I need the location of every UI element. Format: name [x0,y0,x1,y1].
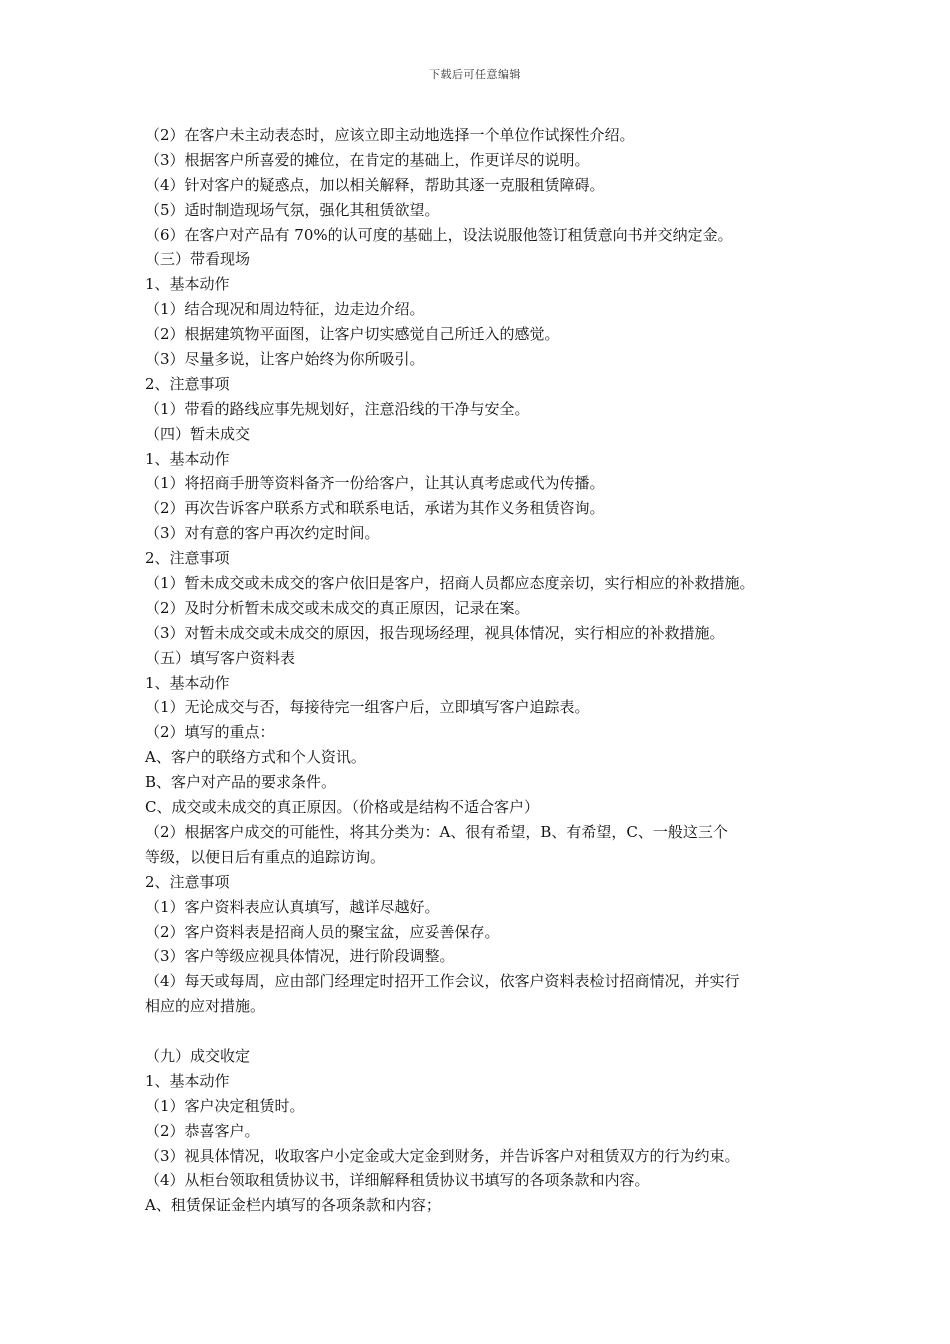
text-line: （3）视具体情况，收取客户小定金或大定金到财务，并告诉客户对租赁双方的行为约束。 [145,1146,740,1165]
text-line: （4）从柜台领取租赁协议书，详细解释租赁协议书填写的各项条款和内容。 [145,1171,650,1190]
text-line: （1）带看的路线应事先规划好，注意沿线的干净与安全。 [145,399,530,418]
subsection-heading: 2、注意事项 [145,872,230,891]
section-heading: （五）填写客户资料表 [145,648,296,667]
blank-line [145,1019,825,1044]
section-heading: （九）成交收定 [145,1046,251,1065]
subsection-heading: 1、基本动作 [145,1071,230,1090]
text-line: A、客户的联络方式和个人资讯。 [145,748,366,767]
text-line: A、租赁保证金栏内填写的各项条款和内容； [145,1196,441,1215]
text-line: （2）根据建筑物平面图，让客户切实感觉自己所迁入的感觉。 [145,325,560,344]
text-line: 等级，以便日后有重点的追踪访询。 [145,847,386,866]
subsection-heading: 1、基本动作 [145,275,230,294]
text-line: （4）每天或每周，应由部门经理定时招开工作会议，依客户资料表检讨招商情况，并实行 [145,972,740,991]
subsection-heading: 2、注意事项 [145,549,230,568]
subsection-heading: 2、注意事项 [145,374,230,393]
text-line: （3）尽量多说，让客户始终为你所吸引。 [145,350,425,369]
text-line: （3）对有意的客户再次约定时间。 [145,524,380,543]
section-heading: （三）带看现场 [145,250,251,269]
text-line: （2）在客户未主动表态时，应该立即主动地选择一个单位作试探性介绍。 [145,126,635,144]
text-line: （1）客户决定租赁时。 [145,1096,305,1115]
page-header: 下载后可任意编辑 [429,68,521,81]
text-line: （2）及时分析暂未成交或未成交的真正原因，记录在案。 [145,598,530,617]
text-line: （6）在客户对产品有 70%的认可度的基础上，设法说服他签订租赁意向书并交纳定金。 [145,225,733,244]
text-line: （1）将招商手册等资料备齐一份给客户，让其认真考虑或代为传播。 [145,474,605,493]
text-line: （2）再次告诉客户联系方式和联系电话，承诺为其作义务租赁咨询。 [145,499,605,518]
text-line: （3）对暂未成交或未成交的原因，报告现场经理，视具体情况，实行相应的补救措施。 [145,623,725,642]
text-line: （2）填写的重点： [145,723,275,742]
text-line: C、成交或未成交的真正原因。（价格或是结构不适合客户） [145,798,539,817]
text-line: 相应的应对措施。 [145,997,266,1016]
text-line: （4）针对客户的疑惑点，加以相关解释，帮助其逐一克服租赁障碍。 [145,175,605,194]
subsection-heading: 1、基本动作 [145,673,230,692]
text-line: （1）客户资料表应认真填写，越详尽越好。 [145,897,440,916]
text-line: （3）客户等级应视具体情况，进行阶段调整。 [145,947,455,966]
text-line: （2）根据客户成交的可能性，将其分类为：A、很有希望，B、有希望，C、一般这三个 [145,822,728,841]
text-line: B、客户对产品的要求条件。 [145,773,337,792]
text-line: （2）恭喜客户。 [145,1121,260,1140]
subsection-heading: 1、基本动作 [145,449,230,468]
text-line: （5）适时制造现场气氛，强化其租赁欲望。 [145,200,440,219]
text-line: （2）客户资料表是招商人员的聚宝盆，应妥善保存。 [145,922,500,941]
document-body [145,123,825,1218]
text-line: （3）根据客户所喜爱的摊位，在肯定的基础上，作更详尽的说明。 [145,150,590,169]
text-line: （1）暂未成交或未成交的客户依旧是客户，招商人员都应态度亲切，实行相应的补救措施。 [145,574,755,593]
section-heading: （四）暂未成交 [145,424,251,443]
text-line: （1）结合现况和周边特征，边走边介绍。 [145,300,425,319]
text-line: （1）无论成交与否，每接待完一组客户后，立即填写客户追踪表。 [145,698,590,717]
